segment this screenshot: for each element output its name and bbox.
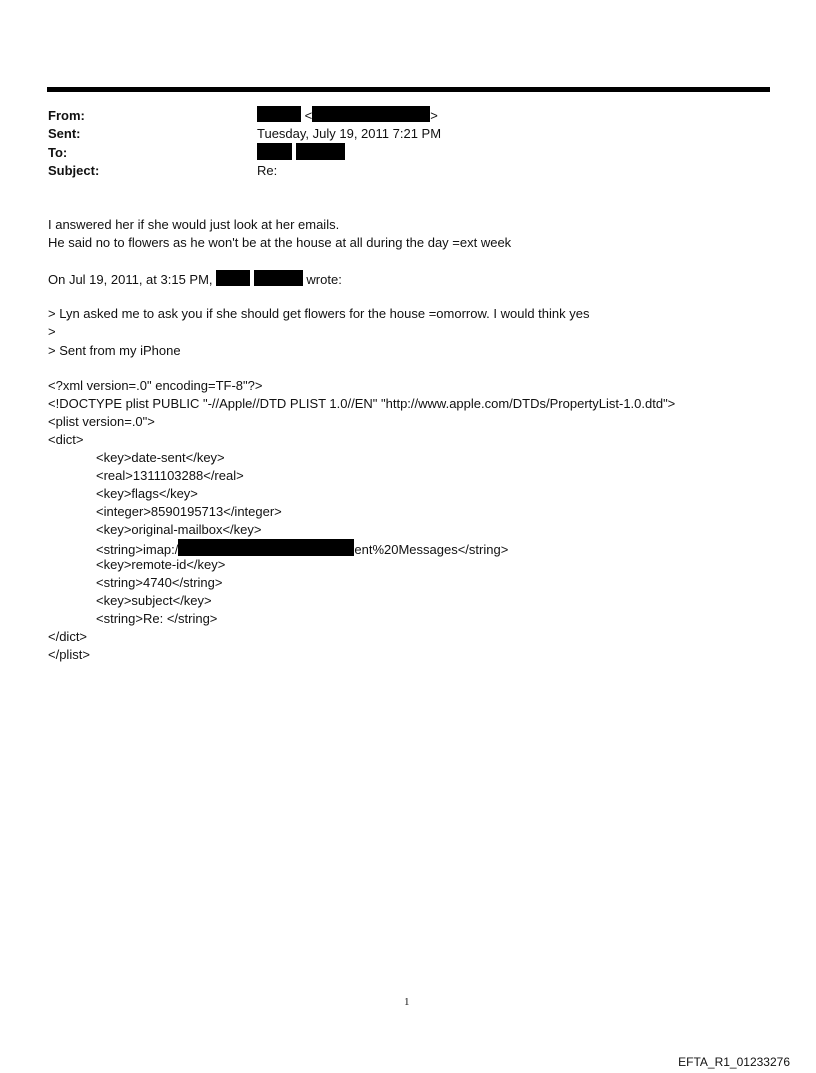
plist-key: <key>remote-id</key> [96,557,226,572]
redaction-block [257,143,292,160]
from-value [257,106,438,123]
dict-open: <dict> [48,432,84,447]
wrote-suffix: wrote: [306,272,342,287]
quoted-line: > Lyn asked me to ask you if she should get flowers for the house =omorrow. I would think yes [48,306,590,321]
plist-value: <integer>8590195713</integer> [96,504,282,519]
sent-value: Tuesday, July 19, 2011 7:21 PM [257,126,442,141]
dict-close: </dict> [48,629,88,644]
plist-close: </plist> [48,647,90,662]
redaction-block [312,106,430,122]
sent-label: Sent: [48,126,81,141]
xml-declaration: <?xml version=.0" encoding=TF-8"?> [48,378,263,393]
quote-attribution [48,270,342,287]
document-id: EFTA_R1_01233276 [678,1055,790,1069]
mailbox-suffix: ent%20Messages</string> [354,542,509,557]
quoted-line: > Sent from my iPhone [48,343,181,358]
plist-key: <key>subject</key> [96,593,212,608]
doctype-line: <!DOCTYPE plist PUBLIC "-//Apple//DTD PLIST 1.0//EN" "http://www.apple.com/DTDs/PropertyList-1.0.dtd"> [48,396,676,411]
subject-value: Re: [257,163,278,178]
redaction-block [296,143,345,160]
quoted-line: > [48,324,56,339]
redaction-block [254,270,303,286]
from-open-bracket: < [304,108,313,123]
redaction-block [257,106,301,122]
plist-open: <plist version=.0"> [48,414,155,429]
plist-value: <string>Re: </string> [96,611,218,626]
mailbox-prefix: <string>imap:/ [96,542,179,557]
page-number: 1 [404,996,410,1008]
from-close-bracket: > [430,108,438,123]
wrote-prefix: On Jul 19, 2011, at 3:15 PM, [48,272,213,287]
redaction-block [178,539,354,556]
to-label: To: [48,145,68,160]
to-value [257,143,345,161]
body-line: I answered her if she would just look at her emails. [48,217,340,232]
plist-key: <key>flags</key> [96,486,198,501]
plist-value: <real>1311103288</real> [96,468,244,483]
subject-label: Subject: [48,163,100,178]
plist-value [96,539,508,557]
header-rule [47,87,770,92]
redaction-block [216,270,250,286]
plist-value: <string>4740</string> [96,575,223,590]
body-line: He said no to flowers as he won't be at the house at all during the day =ext week [48,235,512,250]
plist-key: <key>date-sent</key> [96,450,225,465]
from-label: From: [48,108,85,123]
plist-key: <key>original-mailbox</key> [96,522,262,537]
